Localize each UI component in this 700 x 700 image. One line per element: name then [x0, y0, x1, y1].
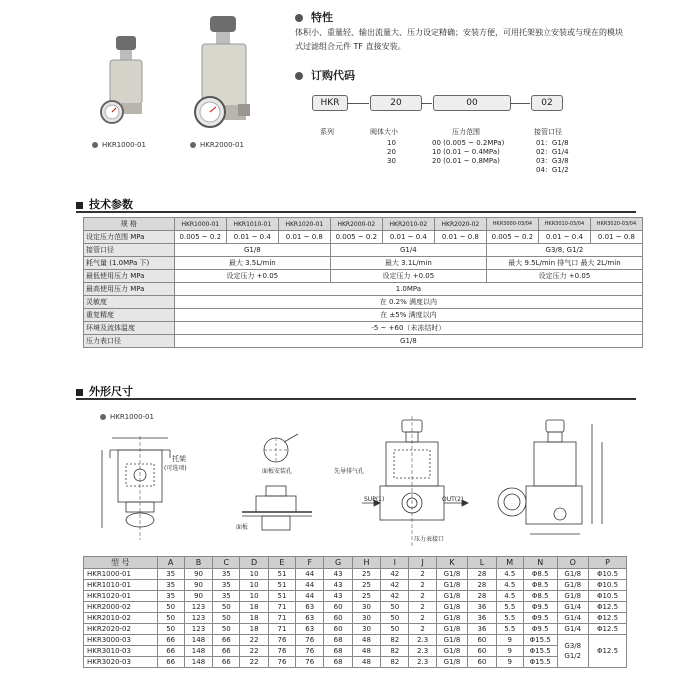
dimension-cell: Φ9.5 — [523, 602, 557, 613]
product-caption-hkr2000: HKR2000-01 — [190, 141, 244, 149]
dimension-cell: 51 — [268, 569, 295, 580]
dimension-cell: 43 — [324, 569, 352, 580]
dimension-cell: 123 — [184, 613, 212, 624]
square-bullet-icon — [76, 202, 83, 209]
dimension-cell: 82 — [381, 646, 409, 657]
dimension-cell: 42 — [381, 569, 409, 580]
dimension-row — [84, 635, 627, 646]
spec-cell: 0.005 ~ 0.2 — [486, 231, 538, 244]
dimension-cell: Φ9.5 — [523, 613, 557, 624]
dimension-cell: G1/4 — [557, 613, 589, 624]
dimension-cell: Φ10.5 — [589, 580, 627, 591]
dimension-cell: 71 — [268, 613, 295, 624]
dimension-cell: 10 — [240, 569, 268, 580]
dimension-cell: 22 — [240, 657, 268, 668]
dimension-cell: 63 — [296, 613, 324, 624]
dimension-cell: G1/8 — [436, 646, 468, 657]
dimension-cell: 9 — [496, 635, 523, 646]
spec-header-row — [84, 218, 643, 231]
dimension-cell: Φ12.5 — [589, 624, 627, 635]
dimension-cell: 76 — [296, 635, 324, 646]
dimension-cell: 148 — [184, 635, 212, 646]
dimension-cell: 35 — [213, 580, 240, 591]
dimension-cell: 50 — [213, 613, 240, 624]
product-image-hkr2000 — [188, 12, 258, 134]
dimension-model-cell: HKR1000-01 — [84, 569, 158, 580]
dimension-header-cell: I — [381, 557, 409, 569]
spec-cell: 0.01 ~ 0.8 — [278, 231, 330, 244]
dimension-cell: 35 — [157, 569, 184, 580]
pressure-10: 10 (0.01 ~ 0.4MPa) — [432, 148, 500, 156]
spec-row-gauge-port — [84, 335, 643, 348]
spec-row-max-pressure — [84, 283, 643, 296]
dimension-cell: 2 — [409, 624, 436, 635]
dimension-cell: 60 — [468, 657, 496, 668]
dimension-cell: 5.5 — [496, 613, 523, 624]
dimension-header-cell: H — [352, 557, 380, 569]
spec-row-port — [84, 244, 643, 257]
dimension-cell: G1/8 — [436, 580, 468, 591]
body-size-30: 30 — [387, 157, 396, 165]
dimension-cell: 66 — [157, 635, 184, 646]
dimension-cell: Φ15.5 — [523, 635, 557, 646]
dimension-cell: 50 — [381, 602, 409, 613]
dimension-cell: 50 — [213, 602, 240, 613]
pressure-20: 20 (0.01 ~ 0.8MPa) — [432, 157, 500, 165]
port-03: 03：G3/8 — [536, 157, 569, 165]
dimension-cell: 148 — [184, 646, 212, 657]
dimension-header-cell: E — [268, 557, 295, 569]
dimension-cell: 44 — [296, 569, 324, 580]
square-bullet-icon — [76, 389, 83, 396]
dimension-header-cell: K — [436, 557, 468, 569]
spec-cell: G1/4 — [330, 244, 486, 257]
dimension-cell: 22 — [240, 646, 268, 657]
dimension-cell: G1/4 — [557, 602, 589, 613]
dimension-cell: 48 — [352, 646, 380, 657]
dimension-cell: 36 — [468, 602, 496, 613]
spec-row-label: 最高使用压力 MPa — [84, 283, 175, 296]
dimension-cell: 35 — [157, 591, 184, 602]
spec-row-min-pressure — [84, 270, 643, 283]
spec-row-temperature — [84, 322, 643, 335]
spec-row-label: 环境及流体温度 — [84, 322, 175, 335]
dimension-cell: Φ12.5 — [589, 602, 627, 613]
dimension-cell: 43 — [324, 591, 352, 602]
dimension-cell: G1/8 — [557, 569, 589, 580]
dimension-cell: 90 — [184, 591, 212, 602]
spec-model: HKR1010-01 — [226, 218, 278, 231]
dimension-header-cell: P — [589, 557, 627, 569]
drawing-side-view — [334, 416, 478, 548]
dimension-cell: G1/8 — [436, 613, 468, 624]
dimension-model-cell: HKR3000-03 — [84, 635, 158, 646]
note-sup-port: SUP(1) — [364, 496, 385, 503]
drawing-caption: HKR1000-01 — [100, 413, 154, 421]
spec-row-air-consumption — [84, 257, 643, 270]
order-code-title: 订购代码 — [295, 67, 355, 83]
dimension-cell: 76 — [268, 657, 295, 668]
code-box-body-size: 20 — [370, 95, 422, 111]
dimension-cell: 2.3 — [409, 657, 436, 668]
dimension-cell: G1/8 — [436, 635, 468, 646]
dimension-cell: Φ15.5 — [523, 646, 557, 657]
dimension-model-cell: HKR3020-03 — [84, 657, 158, 668]
dimension-cell: 68 — [324, 635, 352, 646]
spec-row-pressure-range — [84, 231, 643, 244]
pressure-00: 00 (0.005 ~ 0.2MPa) — [432, 139, 505, 147]
spec-model: HKR2010-02 — [382, 218, 434, 231]
dimension-row — [84, 569, 627, 580]
note-bracket: 托架 — [172, 455, 186, 463]
pressure-label: 压力范围 — [452, 128, 480, 136]
code-box-series: HKR — [312, 95, 348, 111]
spec-row-label: 重复精度 — [84, 309, 175, 322]
dimension-cell: Φ15.5 — [523, 657, 557, 668]
spec-model: HKR1000-01 — [174, 218, 226, 231]
dimension-cell: 63 — [296, 602, 324, 613]
dimension-model-cell: HKR1020-01 — [84, 591, 158, 602]
spec-row-label: 耗气量 (1.0MPa 下) — [84, 257, 175, 270]
dimension-cell: 66 — [157, 646, 184, 657]
features-body: 体积小、重量轻、输出流量大、压力设定精确；安装方便，可用托架独立安装或与现在的模块式过滤组合元件 TF 直接安装。 — [295, 28, 623, 51]
dimension-table — [83, 556, 627, 668]
bullet-icon — [295, 14, 303, 22]
dimension-cell: 66 — [213, 646, 240, 657]
dimension-cell: 28 — [468, 569, 496, 580]
spec-model: HKR2000-02 — [330, 218, 382, 231]
dimension-cell: 50 — [381, 613, 409, 624]
note-gauge-port: 压力表接口 — [414, 536, 445, 543]
dimension-cell: 2 — [409, 591, 436, 602]
dimension-model-cell: HKR3010-03 — [84, 646, 158, 657]
dimension-cell: 66 — [213, 635, 240, 646]
dimension-cell: 2 — [409, 602, 436, 613]
spec-cell: 1.0MPa — [174, 283, 642, 296]
dimension-header-cell: A — [157, 557, 184, 569]
spec-cell: 最大 3.5L/min — [174, 257, 330, 270]
dimension-cell: 44 — [296, 580, 324, 591]
dimension-cell: 60 — [324, 602, 352, 613]
dimension-cell: G1/8 — [557, 591, 589, 602]
dimension-cell: 42 — [381, 580, 409, 591]
dimension-cell: 4.5 — [496, 591, 523, 602]
dimension-model-cell: HKR2000-02 — [84, 602, 158, 613]
dimension-cell: 76 — [296, 646, 324, 657]
dimensions-title: 外形尺寸 — [76, 383, 133, 399]
spec-cell: 0.01 ~ 0.4 — [538, 231, 590, 244]
note-out-port: OUT(2) — [442, 496, 464, 503]
dimension-model-cell: HKR1010-01 — [84, 580, 158, 591]
dimension-row — [84, 613, 627, 624]
bullet-icon — [190, 142, 196, 148]
code-connector — [421, 103, 432, 104]
section-divider — [76, 398, 636, 400]
dimension-row — [84, 580, 627, 591]
dimension-cell: 35 — [157, 580, 184, 591]
port-label: 接管口径 — [534, 128, 562, 136]
features-title: 特性 — [295, 9, 333, 25]
spec-row-label: 接管口径 — [84, 244, 175, 257]
dimension-header-cell: O — [557, 557, 589, 569]
dimension-cell: 42 — [381, 591, 409, 602]
dimension-cell: Φ12.5 — [589, 635, 627, 668]
dimension-cell: 25 — [352, 569, 380, 580]
dimension-cell: 35 — [213, 569, 240, 580]
spec-cell: 0.01 ~ 0.8 — [434, 231, 486, 244]
spec-cell: 0.01 ~ 0.4 — [382, 231, 434, 244]
dimension-cell: 2.3 — [409, 646, 436, 657]
dimension-cell: 22 — [240, 635, 268, 646]
note-vent: 先导排气孔 — [334, 468, 365, 475]
dimension-cell: 60 — [324, 613, 352, 624]
dimension-cell: 35 — [213, 591, 240, 602]
dimension-cell: 10 — [240, 591, 268, 602]
bullet-icon — [295, 72, 303, 80]
dimension-header-cell: F — [296, 557, 324, 569]
section-divider — [76, 211, 636, 213]
dimension-cell: Φ8.5 — [523, 591, 557, 602]
series-label: 系列 — [320, 128, 334, 136]
dimension-header-cell: J — [409, 557, 436, 569]
dimension-model-cell: HKR2010-02 — [84, 613, 158, 624]
dimension-cell: Φ8.5 — [523, 580, 557, 591]
dimension-cell: 60 — [324, 624, 352, 635]
dimension-cell: G1/8 — [436, 602, 468, 613]
port-01: 01：G1/8 — [536, 139, 569, 147]
dimension-cell: 60 — [468, 635, 496, 646]
note-panel-hole: 面板安装孔 — [262, 468, 293, 475]
dimension-cell: 28 — [468, 591, 496, 602]
dimension-cell: 50 — [157, 602, 184, 613]
spec-model: HKR3010-03/04 — [538, 218, 590, 231]
dimension-header-cell: 型 号 — [84, 557, 158, 569]
dimension-cell: G1/8 — [557, 580, 589, 591]
dimension-cell: 71 — [268, 602, 295, 613]
dimension-cell: G1/8 — [436, 569, 468, 580]
dimension-cell: 50 — [213, 624, 240, 635]
spec-cell: -5 ~ +60（未冻结时） — [174, 322, 642, 335]
body-size-10: 10 — [387, 139, 396, 147]
drawing-gauge-view — [490, 416, 620, 548]
dimension-cell: 76 — [296, 657, 324, 668]
dimension-cell: G1/4 — [557, 624, 589, 635]
spec-cell: 设定压力 +0.05 — [174, 270, 330, 283]
spec-table — [83, 217, 643, 348]
dimension-header-cell: L — [468, 557, 496, 569]
dimension-cell: Φ10.5 — [589, 569, 627, 580]
port-04: 04：G1/2 — [536, 166, 569, 174]
dimension-cell: 43 — [324, 580, 352, 591]
spec-cell: G3/8, G1/2 — [486, 244, 642, 257]
dimension-row — [84, 657, 627, 668]
spec-cell: 设定压力 +0.05 — [486, 270, 642, 283]
spec-row-label: 压力表口径 — [84, 335, 175, 348]
code-connector — [510, 103, 530, 104]
spec-cell: 设定压力 +0.05 — [330, 270, 486, 283]
spec-cell: 在 ±5% 满度以内 — [174, 309, 642, 322]
dimension-cell: 123 — [184, 624, 212, 635]
dimension-header-cell: D — [240, 557, 268, 569]
dimension-cell: 2 — [409, 580, 436, 591]
code-connector — [347, 103, 369, 104]
dimension-cell: 66 — [213, 657, 240, 668]
spec-row-label: 灵敏度 — [84, 296, 175, 309]
spec-row-repeatability — [84, 309, 643, 322]
product-caption-hkr1000: HKR1000-01 — [92, 141, 146, 149]
dimension-cell: 148 — [184, 657, 212, 668]
dimension-cell: 50 — [157, 613, 184, 624]
dimension-cell: 4.5 — [496, 569, 523, 580]
spec-cell: 0.01 ~ 0.8 — [590, 231, 642, 244]
spec-header-label: 规 格 — [84, 218, 175, 231]
dimension-cell: Φ12.5 — [589, 613, 627, 624]
dimension-cell: Φ9.5 — [523, 624, 557, 635]
dimension-cell: 36 — [468, 613, 496, 624]
bullet-icon — [100, 414, 106, 420]
dimension-cell: 36 — [468, 624, 496, 635]
dimension-cell: 82 — [381, 657, 409, 668]
spec-model: HKR1020-01 — [278, 218, 330, 231]
spec-title: 技术参数 — [76, 196, 133, 212]
dimension-cell: 25 — [352, 591, 380, 602]
dimension-cell: 90 — [184, 580, 212, 591]
bullet-icon — [92, 142, 98, 148]
spec-model: HKR2020-02 — [434, 218, 486, 231]
dimension-cell: 82 — [381, 635, 409, 646]
dimension-cell: 68 — [324, 646, 352, 657]
dimension-cell: 50 — [381, 624, 409, 635]
dimension-model-cell: HKR2020-02 — [84, 624, 158, 635]
dimension-cell: 2.3 — [409, 635, 436, 646]
dimension-cell: 123 — [184, 602, 212, 613]
dimension-cell: 18 — [240, 602, 268, 613]
spec-cell: G1/8 — [174, 335, 642, 348]
dimension-cell: G3/8 G1/2 — [557, 635, 589, 668]
spec-cell: 0.01 ~ 0.4 — [226, 231, 278, 244]
code-box-port: 02 — [531, 95, 563, 111]
spec-model: HKR3000-03/04 — [486, 218, 538, 231]
dimension-cell: 2 — [409, 613, 436, 624]
dimension-cell: 63 — [296, 624, 324, 635]
dimension-cell: 71 — [268, 624, 295, 635]
dimension-cell: 60 — [468, 646, 496, 657]
dimension-header-cell: B — [184, 557, 212, 569]
dimension-cell: 48 — [352, 657, 380, 668]
dimension-cell: 5.5 — [496, 602, 523, 613]
dimension-cell: Φ8.5 — [523, 569, 557, 580]
dimension-header-cell: N — [523, 557, 557, 569]
dimension-cell: G1/8 — [436, 591, 468, 602]
dimension-row — [84, 591, 627, 602]
spec-cell: 在 0.2% 满度以内 — [174, 296, 642, 309]
dimension-cell: 10 — [240, 580, 268, 591]
dimension-header-cell: G — [324, 557, 352, 569]
drawing-front-view — [90, 428, 200, 544]
dimension-row — [84, 646, 627, 657]
spec-row-label: 最低使用压力 MPa — [84, 270, 175, 283]
dimension-header-cell: C — [213, 557, 240, 569]
dimension-cell: Φ10.5 — [589, 591, 627, 602]
dimension-cell: 51 — [268, 580, 295, 591]
code-box-pressure: 00 — [433, 95, 511, 111]
dimension-cell: 66 — [157, 657, 184, 668]
dimension-row — [84, 624, 627, 635]
dimension-cell: 5.5 — [496, 624, 523, 635]
dimension-cell: 9 — [496, 657, 523, 668]
spec-cell: 0.005 ~ 0.2 — [330, 231, 382, 244]
dimension-cell: 76 — [268, 646, 295, 657]
body-size-20: 20 — [387, 148, 396, 156]
spec-cell: 最大 3.1L/min — [330, 257, 486, 270]
dimension-cell: G1/8 — [436, 657, 468, 668]
dimension-cell: 25 — [352, 580, 380, 591]
note-bracket-optional: (可选项) — [164, 465, 187, 472]
dimension-cell: 30 — [352, 602, 380, 613]
dimension-cell: 28 — [468, 580, 496, 591]
dimension-cell: 68 — [324, 657, 352, 668]
dimension-cell: 51 — [268, 591, 295, 602]
dimension-cell: 48 — [352, 635, 380, 646]
dimension-cell: 44 — [296, 591, 324, 602]
spec-cell: 最大 9.5L/min 排气口 最大 2L/min — [486, 257, 642, 270]
dimension-cell: 76 — [268, 635, 295, 646]
dimension-cell: 50 — [157, 624, 184, 635]
body-size-label: 阀体大小 — [370, 128, 398, 136]
spec-model: HKR3020-03/04 — [590, 218, 642, 231]
spec-cell: G1/8 — [174, 244, 330, 257]
dimension-cell: 18 — [240, 624, 268, 635]
dimension-cell: 30 — [352, 624, 380, 635]
dimension-header-row — [84, 557, 627, 569]
dimension-cell: 18 — [240, 613, 268, 624]
dimension-cell: 9 — [496, 646, 523, 657]
spec-cell: 0.005 ~ 0.2 — [174, 231, 226, 244]
dimension-cell: 90 — [184, 569, 212, 580]
drawing-panel-mount — [232, 430, 322, 542]
dimension-cell: G1/8 — [436, 624, 468, 635]
dimension-cell: 2 — [409, 569, 436, 580]
dimension-row — [84, 602, 627, 613]
product-image-hkr1000 — [98, 32, 154, 132]
note-panel: 面板 — [236, 524, 249, 531]
spec-row-label: 设定压力范围 MPa — [84, 231, 175, 244]
dimension-header-cell: M — [496, 557, 523, 569]
dimension-cell: 30 — [352, 613, 380, 624]
dimension-cell: 4.5 — [496, 580, 523, 591]
port-02: 02：G1/4 — [536, 148, 569, 156]
spec-row-sensitivity — [84, 296, 643, 309]
